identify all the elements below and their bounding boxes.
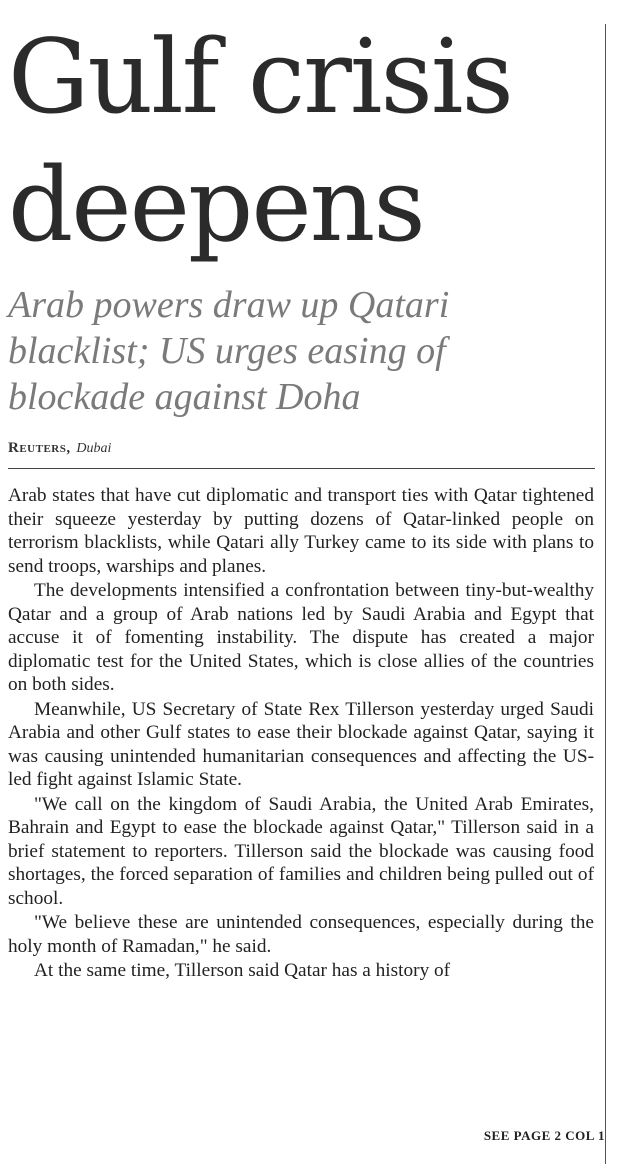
article-body <box>8 484 594 983</box>
subheadline <box>8 282 598 420</box>
subheadline-line-1: Arab powers draw up Qatari <box>8 284 450 326</box>
continued-on-page-link[interactable]: SEE PAGE 2 COL 1 <box>483 1128 605 1143</box>
paragraph-3: Meanwhile, US Secretary of State Rex Tillerson yesterday urged Saudi Arabia and other Gulf states to ease their blockade against Qatar, saying it was causing unintended humanitarian consequences and affecting the US-led fight against Islamic State. <box>8 698 594 790</box>
headline-line-1: Gulf crisis <box>8 18 512 137</box>
paragraph-5: "We believe these are unintended consequences, especially during the holy month of Ramadan," he said. <box>8 912 594 957</box>
byline <box>8 440 598 457</box>
byline-agency: Reuters, <box>8 440 71 456</box>
subheadline-line-2: blacklist; US urges easing of <box>8 330 446 372</box>
paragraph-6: At the same time, Tillerson said Qatar has a history of <box>34 960 451 981</box>
headline-line-2: deepens <box>8 146 424 265</box>
paragraph-2: The developments intensified a confrontation between tiny-but-wealthy Qatar and a group of Arab nations led by Saudi Arabia and Egypt that accuse it of fomenting instability. The dispute has created a major diplomatic test for the United States, which is close allies of the countries on both sides. <box>8 580 594 695</box>
byline-divider <box>8 468 595 469</box>
byline-place: Dubai <box>76 441 112 456</box>
headline <box>8 14 598 270</box>
subheadline-line-3: blockade against Doha <box>8 376 361 418</box>
paragraph-4: "We call on the kingdom of Saudi Arabia, the United Arab Emirates, Bahrain and Egypt to ease the blockade against Qatar," Tillerson said in a brief statement to reporters. Tillerson said the blockade was causing food shortages, the forced separation of families and children being pulled out of school. <box>8 793 594 909</box>
column-rule <box>605 24 606 1164</box>
paragraph-1: Arab states that have cut diplomatic and transport ties with Qatar tightened their squeeze yesterday by putting dozens of Qatar-linked people on terrorism blacklists, while Qatari ally Turkey came to its side with plans to send troops, warships and planes. <box>8 485 594 577</box>
